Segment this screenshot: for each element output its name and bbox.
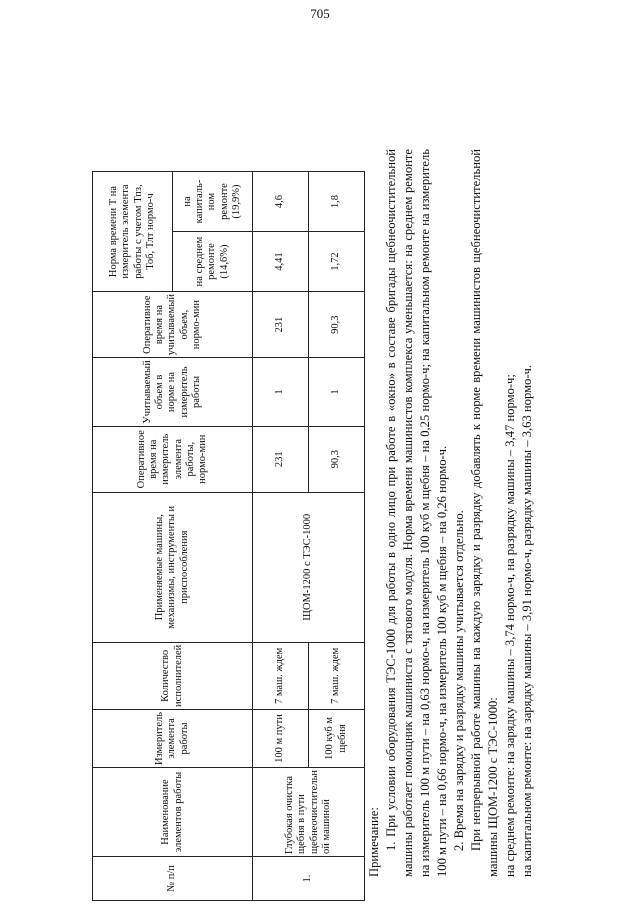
cell-workers: 7 маш. ждем: [309, 642, 365, 709]
header-cap-repair: на капитальном ремонте (19,9%): [173, 172, 253, 232]
cell-op-time: 231: [253, 426, 309, 492]
norm-table: [92, 171, 365, 901]
notes-title: Примечание:: [367, 807, 381, 877]
header-num: № п/п: [93, 857, 253, 901]
note-2: 2. Время на зарядку и разрядку машины учитывается отдельно.: [452, 510, 466, 851]
rotated-page-content: [0, 115, 640, 905]
page-number: 705: [310, 6, 330, 21]
cell-op-volume: 90,3: [309, 292, 365, 358]
note-3: При непрерывной работе машины на каждую зарядку и разрядку добавлять к норме времени машинистов щебнеочистительной машины ЩОМ-1200 с ТЭС-1000:: [469, 149, 500, 877]
cell-cap: 4,6: [253, 172, 309, 232]
header-avg-repair: на среднем ремонте (14,6%): [173, 232, 253, 292]
header-volume: Учитываемый объем в норме на измеритель работы: [93, 358, 253, 426]
cell-volume: 1: [309, 358, 365, 426]
cell-avg: 4,41: [253, 232, 309, 292]
table-row: [253, 172, 309, 901]
header-norm-time: Норма времени Т на измеритель элемента работы с учетом Тпз, Тоб, Тлт нормо-ч: [93, 172, 173, 292]
header-workers: Количество исполнителей: [93, 642, 253, 709]
cell-cap: 1,8: [309, 172, 365, 232]
note-1: 1. При условии оборудования ТЭС-1000 для работы в одно лицо при работе в «окно» в составе бригады щебнеочистительной машины работает помощник машиниста с тягового модуля. Норма времени машинистов комплекса уменьшается: на среднем ремонте на измеритель 100 м пути – на 0,63 нормо-ч, на измеритель 100 куб м щебня – на 0,25 нормо-ч; на капитальном ремонте на измеритель 100 м пути – на 0,66 нормо-ч, на измеритель 100 куб м щебня – на 0,26 нормо-ч.: [384, 149, 449, 877]
header-machines: Применяемые машины, механизмы, инструменты и приспособления: [93, 492, 253, 642]
cell-meter: 100 м пути: [253, 709, 309, 767]
cell-workers: 7 маш. ждем: [253, 642, 309, 709]
header-name: Наименование элементов работы: [93, 768, 253, 857]
note-5: на капитальном ремонте: на зарядку машины – 3,91 нормо-ч, разрядку машины – 3,63 нормо-ч.: [520, 364, 534, 877]
cell-machine: ЩОМ-1200 с ТЭС-1000: [253, 492, 365, 642]
header-op-time: Оперативное время на измеритель элемента работы, нормо-мин: [93, 426, 253, 492]
note-4: на среднем ремонте: на зарядку машины – 3,74 нормо-ч, на разрядку машины – 3,47 нормо-ч;: [503, 374, 517, 877]
notes: [366, 149, 536, 877]
header-op-time-volume: Оперативное время на учитываемый объем, нормо-мин: [93, 292, 253, 358]
cell-op-volume: 231: [253, 292, 309, 358]
row-name: Глубокая очистка щебня в пути щебнеочистительн ой машиной: [253, 768, 365, 857]
cell-avg: 1,72: [309, 232, 365, 292]
cell-volume: 1: [253, 358, 309, 426]
cell-meter: 100 куб м щебня: [309, 709, 365, 767]
cell-op-time: 90,3: [309, 426, 365, 492]
header-meter: Измеритель элемента работы: [93, 709, 253, 767]
row-number: 1.: [253, 857, 365, 901]
